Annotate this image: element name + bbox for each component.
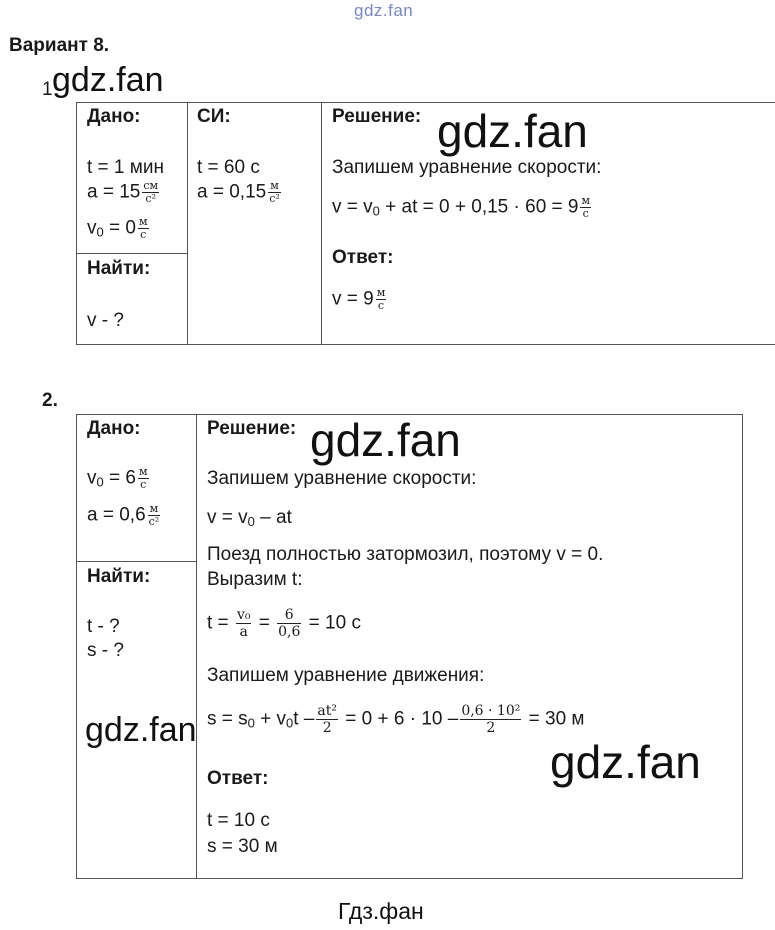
watermark-top: gdz.fan: [354, 1, 414, 20]
fraction: [277, 607, 301, 640]
solution-line: Запишем уравнение скорости:: [332, 157, 602, 178]
given-acceleration-text: a = 15: [87, 181, 141, 203]
solution-line: Поезд полностью затормозил, поэтому v = 0.: [207, 544, 604, 565]
motion-equation: [207, 703, 585, 736]
watermark: gdz.fan: [310, 414, 461, 466]
v-symbol: v: [87, 217, 97, 239]
fraction-denominator: c: [582, 207, 589, 220]
fraction-numerator: at²: [317, 703, 337, 719]
equation-text: t =: [207, 612, 234, 634]
find-heading: Найти:: [87, 258, 151, 279]
fraction: [316, 703, 338, 736]
subscript: 0: [96, 224, 104, 240]
unit-fraction: [268, 180, 281, 205]
fraction: [236, 607, 252, 640]
fraction-numerator: м: [138, 465, 148, 478]
equation-text: = 10 с: [303, 612, 361, 634]
time-equation: [207, 607, 361, 640]
answer-heading: Ответ:: [207, 768, 269, 789]
v-symbol: v: [87, 467, 97, 489]
fraction-denominator: 2: [486, 720, 496, 736]
equation-text: = 0 + 6 · 10 –: [340, 708, 459, 730]
fraction-denominator: c: [140, 478, 147, 491]
equation-text: s = s: [207, 708, 248, 730]
watermark: gdz.fan: [550, 736, 701, 788]
watermark: gdz.fan: [52, 61, 164, 99]
find-distance: s - ?: [87, 640, 124, 661]
equation-text: = 30 м: [523, 708, 585, 730]
fraction-numerator: м: [138, 215, 148, 228]
fraction-denominator: c²: [148, 515, 160, 528]
si-time: t = 60 с: [197, 157, 260, 178]
solution-line: Выразим t:: [207, 569, 303, 590]
equation-text: + at = 0 + 0,15 · 60 = 9: [379, 196, 579, 218]
equation-text: v = v: [207, 507, 248, 528]
solution-line: Запишем уравнение движения:: [207, 665, 485, 686]
si-acceleration: [197, 180, 283, 205]
unit-fraction: [376, 287, 387, 312]
given-acceleration-text: a = 0,6: [87, 504, 146, 526]
subscript: 0: [96, 474, 104, 490]
problem1-number: 1: [42, 79, 53, 100]
table1-border: [76, 102, 775, 103]
velocity-equation: [207, 507, 292, 529]
subscript: 0: [372, 203, 380, 219]
fraction-denominator: c²: [145, 192, 156, 205]
equation-text: + v: [254, 708, 287, 730]
table2-border: [196, 414, 197, 879]
find-heading: Найти:: [87, 566, 151, 587]
subscript: 0: [247, 514, 255, 529]
value-text: = 0: [103, 217, 136, 239]
fraction-numerator: 6: [277, 607, 301, 624]
fraction-denominator: c: [140, 228, 147, 241]
find-time: t - ?: [87, 616, 120, 637]
fraction-numerator: м: [581, 194, 591, 207]
fraction-numerator: м: [376, 286, 386, 299]
fraction-numerator: v₀: [236, 607, 251, 623]
table1-border: [76, 253, 188, 254]
table1-border: [187, 102, 188, 345]
given-heading: Дано:: [87, 106, 141, 127]
si-heading: СИ:: [197, 106, 231, 127]
footer-watermark: Гдз.фан: [338, 898, 424, 924]
find-velocity: v - ?: [87, 310, 124, 331]
unit-fraction: [580, 195, 591, 220]
given-initial-velocity: [87, 216, 151, 241]
unit-fraction: [138, 466, 149, 491]
variant-title: Вариант 8.: [9, 35, 110, 56]
solution-heading: Решение:: [207, 418, 297, 439]
fraction-denominator: c²: [269, 192, 280, 205]
answer-text: v = 9: [332, 288, 374, 310]
fraction-denominator: 2: [322, 720, 332, 736]
unit-fraction: [142, 180, 159, 205]
table1-border: [76, 102, 77, 345]
problem2-number: 2.: [42, 390, 58, 411]
table2-border: [742, 414, 743, 879]
fraction-numerator: см: [143, 179, 159, 192]
fraction-denominator: 0,6: [278, 624, 301, 640]
fraction: [460, 703, 521, 736]
watermark: gdz.fan: [437, 105, 588, 157]
subscript: 0: [247, 715, 255, 731]
table2-border: [76, 561, 197, 562]
answer-heading: Ответ:: [332, 247, 394, 268]
given-acceleration: [87, 503, 162, 528]
table2-border: [76, 878, 743, 879]
equation-text: – at: [254, 507, 292, 528]
si-acceleration-text: a = 0,15: [197, 181, 267, 203]
solution-line: Запишем уравнение скорости:: [207, 468, 477, 489]
equation-text: =: [253, 612, 276, 634]
table1-border: [76, 344, 775, 345]
fraction-denominator: c: [377, 299, 385, 312]
watermark: gdz.fan: [85, 711, 197, 749]
given-initial-velocity: [87, 466, 151, 491]
value-text: = 6: [103, 467, 136, 489]
table2-border: [76, 414, 77, 879]
unit-fraction: [148, 503, 161, 528]
answer-time: t = 10 с: [207, 810, 270, 831]
fraction-numerator: м: [148, 503, 161, 516]
solution-heading: Решение:: [332, 106, 422, 127]
fraction-denominator: a: [239, 624, 248, 640]
given-heading: Дано:: [87, 418, 141, 439]
given-time: t = 1 мин: [87, 157, 164, 178]
fraction-numerator: 0,6 · 10²: [461, 703, 521, 719]
subscript: 0: [286, 715, 294, 731]
velocity-equation: [332, 195, 593, 220]
equation-text: t –: [293, 708, 315, 730]
given-acceleration: [87, 180, 161, 205]
table1-border: [321, 102, 322, 345]
equation-text: v = v: [332, 196, 373, 218]
unit-fraction: [138, 216, 149, 241]
fraction-numerator: м: [268, 180, 281, 193]
answer-distance: s = 30 м: [207, 836, 278, 857]
answer-value: [332, 287, 388, 312]
